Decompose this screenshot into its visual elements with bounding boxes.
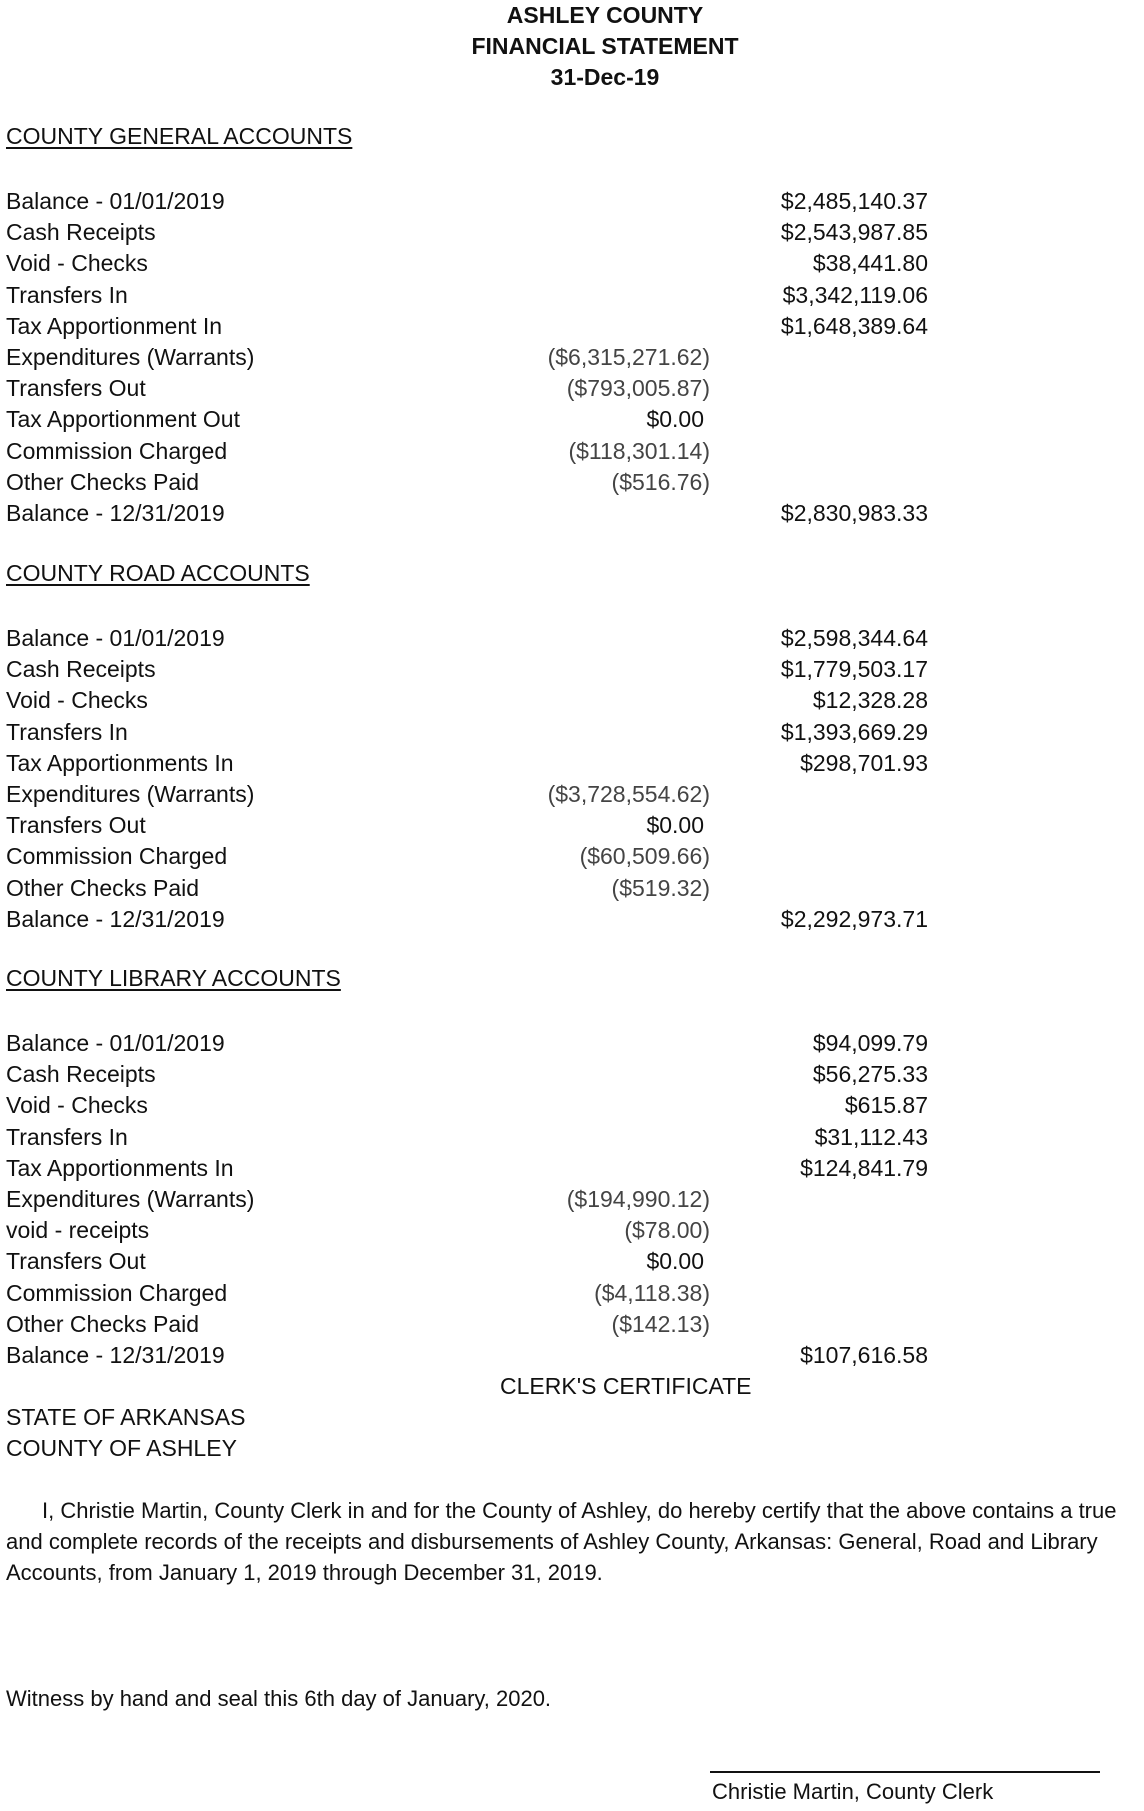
row-credit-amount: $56,275.33 xyxy=(812,1061,928,1088)
row-label: Balance - 12/31/2019 xyxy=(6,500,225,526)
row-label: Other Checks Paid xyxy=(6,468,200,495)
account-row xyxy=(6,404,1006,435)
row-credit-amount: $124,841.79 xyxy=(800,1154,928,1181)
row-label: Expenditures (Warrants) xyxy=(6,1186,255,1212)
account-row xyxy=(6,623,1006,654)
account-row xyxy=(6,810,1006,841)
account-row xyxy=(6,904,1006,935)
account-row xyxy=(6,779,1006,810)
row-credit-amount: $2,830,983.33 xyxy=(780,500,928,526)
account-row xyxy=(6,1153,1006,1184)
row-credit-amount: $3,342,119.06 xyxy=(782,281,928,308)
row-label: Tax Apportionment In xyxy=(6,312,223,339)
certificate-title: CLERK'S CERTIFICATE xyxy=(500,1373,752,1399)
row-debit-amount: ($3,728,554.62) xyxy=(547,781,710,807)
row-debit-amount: ($118,301.14) xyxy=(568,437,710,464)
row-credit-amount: $1,393,669.29 xyxy=(780,718,928,745)
account-row xyxy=(6,1309,1006,1340)
row-label: Cash Receipts xyxy=(6,656,156,683)
row-label: Tax Apportionments In xyxy=(6,1154,234,1181)
account-row xyxy=(6,1090,1006,1121)
account-row xyxy=(6,717,1006,748)
account-row xyxy=(6,873,1006,904)
row-credit-amount: $2,543,987.85 xyxy=(780,219,928,246)
row-credit-amount: $2,598,344.64 xyxy=(780,625,928,651)
row-debit-amount: ($519.32) xyxy=(611,874,710,901)
row-credit-amount: $615.87 xyxy=(844,1092,928,1119)
account-row xyxy=(6,498,1006,529)
row-label: Tax Apportionments In xyxy=(6,749,234,776)
row-label: Other Checks Paid xyxy=(6,874,200,901)
account-row xyxy=(6,1059,1006,1090)
account-row xyxy=(6,1215,1006,1246)
row-debit-amount: $0.00 xyxy=(646,1248,704,1275)
row-label: Void - Checks xyxy=(6,1092,148,1119)
row-label: Tax Apportionment Out xyxy=(6,406,240,433)
row-label: Balance - 12/31/2019 xyxy=(6,905,225,932)
account-row xyxy=(6,186,1006,217)
account-row xyxy=(6,1246,1006,1277)
account-row xyxy=(6,748,1006,779)
row-label: Cash Receipts xyxy=(6,1061,156,1088)
row-label: Commission Charged xyxy=(6,1279,228,1306)
account-row xyxy=(6,1122,1006,1153)
row-label: Commission Charged xyxy=(6,437,228,464)
account-row xyxy=(6,217,1006,248)
row-label: Other Checks Paid xyxy=(6,1310,200,1337)
row-label: Cash Receipts xyxy=(6,219,156,246)
row-debit-amount: $0.00 xyxy=(646,812,704,839)
account-row xyxy=(6,436,1006,467)
row-credit-amount: $107,616.58 xyxy=(800,1342,928,1368)
row-label: Balance - 01/01/2019 xyxy=(6,1030,225,1056)
certificate-text: I, Christie Martin, County Clerk in and for the County of Ashley, do hereby certify that the above contains a true and complete records of the receipts and disbursements of Ashley County, Arkansas: General, Road and Library Accounts, from January 1, 2019 through December 31, 2019. xyxy=(6,1498,1117,1585)
row-credit-amount: $31,112.43 xyxy=(814,1123,928,1150)
row-credit-amount: $298,701.93 xyxy=(800,749,928,776)
account-row xyxy=(6,1340,1006,1371)
row-credit-amount: $94,099.79 xyxy=(812,1030,928,1056)
row-label: Void - Checks xyxy=(6,687,148,714)
account-row xyxy=(6,654,1006,685)
certificate-state: STATE OF ARKANSAS xyxy=(6,1404,246,1430)
row-debit-amount: ($142.13) xyxy=(611,1310,710,1337)
account-row xyxy=(6,1184,1006,1215)
row-credit-amount: $2,292,973.71 xyxy=(780,905,928,932)
row-credit-amount: $2,485,140.37 xyxy=(780,188,928,214)
row-debit-amount: ($78.00) xyxy=(624,1217,710,1244)
section-title-library: COUNTY LIBRARY ACCOUNTS xyxy=(6,965,341,991)
account-row xyxy=(6,467,1006,498)
row-credit-amount: $38,441.80 xyxy=(812,250,928,277)
row-credit-amount: $12,328.28 xyxy=(812,687,928,714)
row-debit-amount: ($4,118.38) xyxy=(594,1279,710,1306)
row-label: Commission Charged xyxy=(6,843,228,870)
row-debit-amount: ($516.76) xyxy=(611,468,710,495)
section-title-road: COUNTY ROAD ACCOUNTS xyxy=(6,560,310,586)
row-label: void - receipts xyxy=(6,1217,150,1244)
row-debit-amount: ($60,509.66) xyxy=(579,843,710,870)
row-credit-amount: $1,779,503.17 xyxy=(780,656,928,683)
row-label: Balance - 01/01/2019 xyxy=(6,188,225,214)
row-label: Transfers Out xyxy=(6,812,146,839)
account-row xyxy=(6,841,1006,872)
row-label: Transfers In xyxy=(6,718,128,745)
row-credit-amount: $1,648,389.64 xyxy=(780,312,928,339)
account-row xyxy=(6,1028,1006,1059)
section-title-general: COUNTY GENERAL ACCOUNTS xyxy=(6,123,353,149)
row-debit-amount: ($194,990.12) xyxy=(566,1186,710,1212)
account-row xyxy=(6,280,1006,311)
row-label: Expenditures (Warrants) xyxy=(6,344,255,370)
signature-line xyxy=(710,1771,1100,1773)
statement-date: 31-Dec-19 xyxy=(550,64,660,90)
account-row xyxy=(6,342,1006,373)
statement-title: FINANCIAL STATEMENT xyxy=(471,33,739,59)
row-label: Balance - 12/31/2019 xyxy=(6,1342,225,1368)
account-row xyxy=(6,311,1006,342)
county-name: ASHLEY COUNTY xyxy=(506,2,704,28)
row-label: Transfers Out xyxy=(6,1248,146,1275)
row-label: Transfers Out xyxy=(6,375,146,402)
signature-name: Christie Martin, County Clerk xyxy=(712,1779,994,1804)
row-label: Balance - 01/01/2019 xyxy=(6,625,225,651)
statement-header xyxy=(0,0,1144,93)
row-label: Transfers In xyxy=(6,281,128,308)
witness-line: Witness by hand and seal this 6th day of January, 2020. xyxy=(6,1686,552,1711)
row-debit-amount: ($6,315,271.62) xyxy=(547,344,710,370)
certificate-county: COUNTY OF ASHLEY xyxy=(6,1435,237,1461)
account-row xyxy=(6,1278,1006,1309)
row-label: Expenditures (Warrants) xyxy=(6,781,255,807)
row-label: Transfers In xyxy=(6,1123,128,1150)
row-debit-amount: $0.00 xyxy=(646,406,704,433)
account-row xyxy=(6,373,1006,404)
account-row xyxy=(6,248,1006,279)
row-label: Void - Checks xyxy=(6,250,148,277)
row-debit-amount: ($793,005.87) xyxy=(566,375,710,402)
account-row xyxy=(6,685,1006,716)
